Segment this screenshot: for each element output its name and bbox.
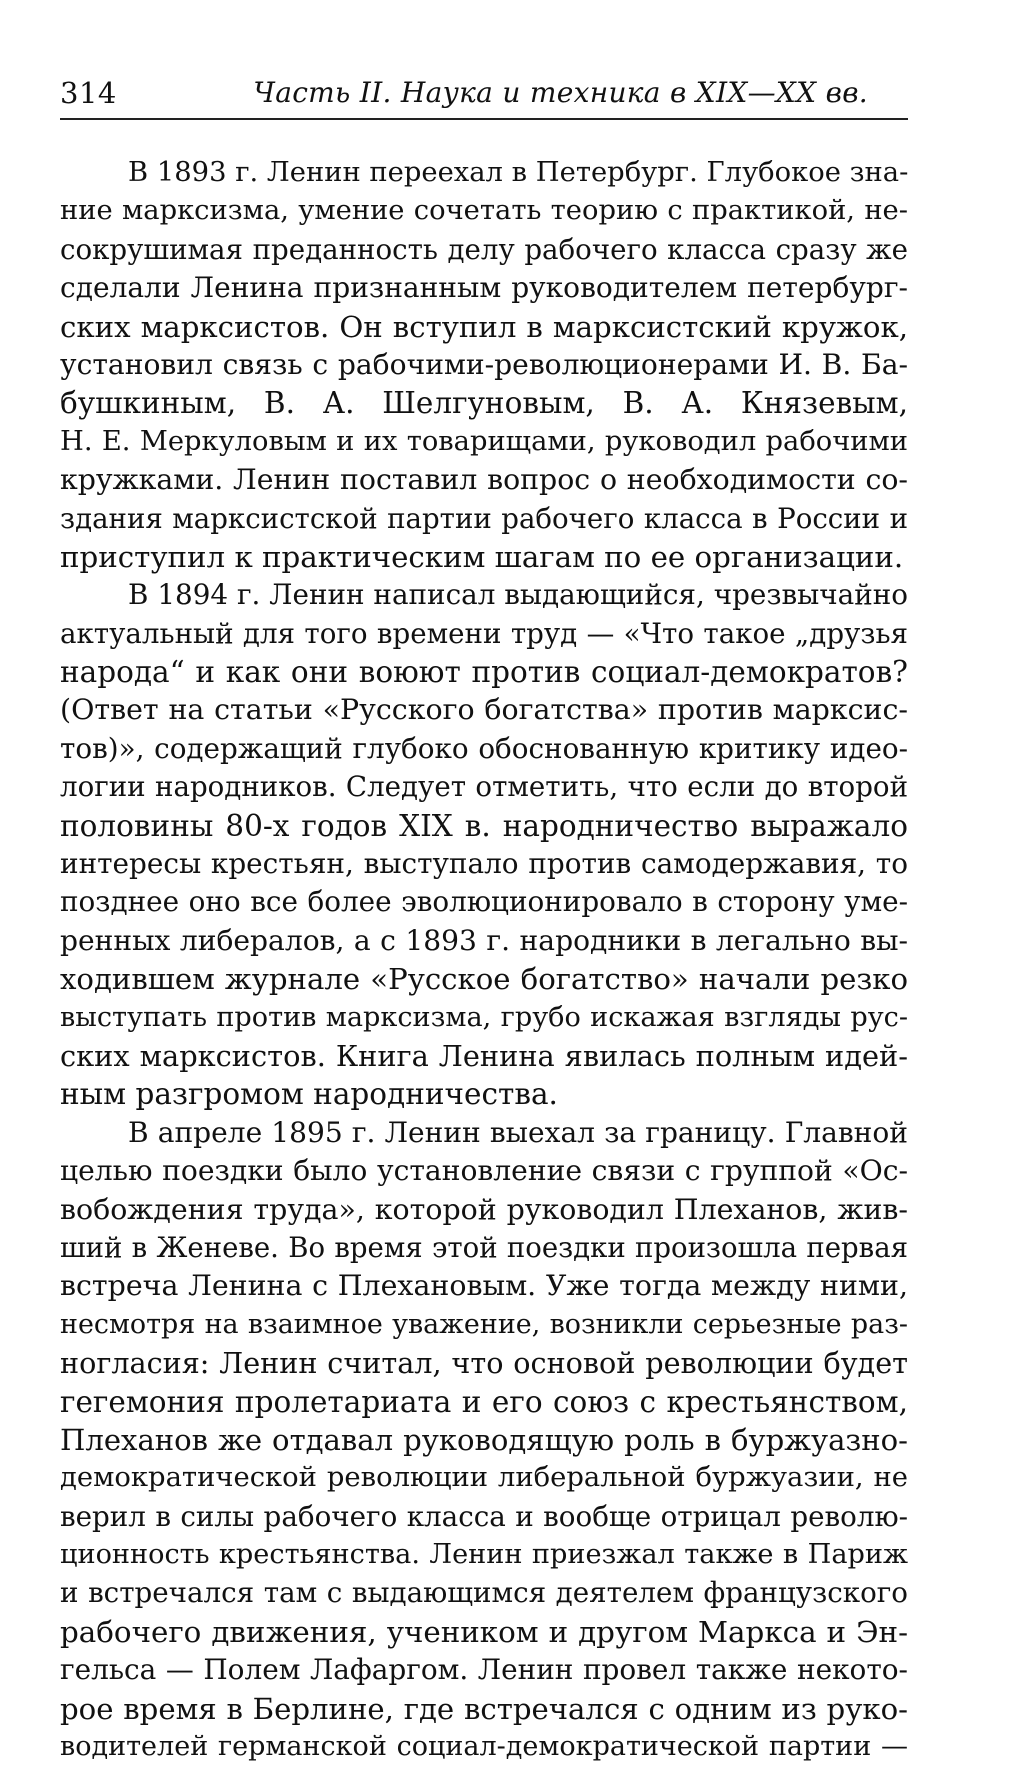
text-line: логии народников. Следует отметить, что если до второй	[60, 770, 908, 804]
text-line: (Ответ на статьи «Русского богатства» против марксис-	[60, 693, 908, 727]
text-line: ционность крестьянства. Ленин приезжал также в Париж	[60, 1539, 908, 1571]
text-line: ренных либералов, а с 1893 г. народники в легально вы-	[60, 923, 908, 957]
paragraph-2	[60, 576, 908, 1113]
text-line: В 1893 г. Ленин переехал в Петербург. Глубокое зна-	[128, 157, 909, 188]
text-line: ние марксизма, умение сочетать теорию с практикой, не-	[60, 195, 908, 227]
text-line: встреча Ленина с Плехановым. Уже тогда между ними,	[60, 1269, 908, 1303]
text-line: водителей германской социал-демократической партии —	[60, 1731, 908, 1763]
page-header	[60, 62, 908, 110]
text-line: интересы крестьян, выступало против самодержавия, то	[60, 847, 908, 881]
text-line: ногласия: Ленин считал, что основой революции будет	[60, 1346, 908, 1381]
paragraph-3	[60, 1114, 908, 1766]
text-line: гегемония пролетариата и его союз с крестьянством,	[60, 1384, 908, 1419]
text-line: В 1894 г. Ленин написал выдающийся, чрезвычайно	[128, 578, 908, 612]
text-line: вобождения труда», которой руководил Плеханов, жив-	[60, 1192, 908, 1226]
text-line: сделали Ленина признанным руководителем петербург-	[60, 271, 908, 305]
text-line: выступать против марксизма, грубо искажая взгляды рус-	[60, 1001, 908, 1033]
text-line: ходившем журнале «Русское богатство» начали резко	[60, 962, 908, 997]
header-rule	[60, 118, 908, 120]
running-title: Часть II. Наука и техника в XIX—XX вв.	[253, 76, 868, 109]
text-line: установил связь с рабочими-революционерами И. В. Ба-	[60, 347, 908, 381]
text-line: и встречался там с выдающимся деятелем французского	[60, 1576, 908, 1610]
text-line: актуальный для того времени труд — «Что такое „друзья	[60, 616, 908, 650]
text-line: половины 80-х годов XIX в. народничество выражало	[60, 808, 908, 843]
text-line: Плеханов же отдавал руководящую роль в буржуазно-	[60, 1422, 908, 1457]
page-number: 314	[60, 76, 117, 110]
text-line: верил в силы рабочего класса и вообще отрицал револю-	[60, 1499, 908, 1533]
body-text	[60, 154, 908, 1766]
text-line: народа“ и как они воюют против социал-демократов?	[60, 655, 908, 690]
text-line: целью поездки было установление связи с группой «Ос-	[60, 1154, 908, 1188]
text-line: здания марксистской партии рабочего класса в России и	[60, 501, 908, 535]
text-line: ший в Женеве. Во время этой поездки произошла первая	[60, 1231, 908, 1264]
text-line: несмотря на взаимное уважение, возникли серьезные раз-	[60, 1308, 908, 1340]
text-line: сокрушимая преданность делу рабочего класса сразу же	[60, 232, 908, 266]
text-line: приступил к практическим шагам по ее организации.	[60, 539, 904, 574]
text-line: ным разгромом народничества.	[60, 1077, 558, 1112]
text-line: тов)», содержащий глубоко обоснованную критику идео-	[60, 731, 908, 765]
text-line: гельса — Полем Лафаргом. Ленин провел также некото-	[60, 1653, 908, 1687]
text-line: позднее оно все более эволюционировало в сторону уме-	[60, 885, 908, 919]
text-line: кружками. Ленин поставил вопрос о необходимости со-	[60, 463, 908, 497]
text-line: бушкиным, В. А. Шелгуновым, В. А. Князевым,	[60, 386, 908, 421]
text-line: В апреле 1895 г. Ленин выехал за границу. Главной	[128, 1115, 908, 1149]
text-line: Н. Е. Меркуловым и их товарищами, руководил рабочими	[60, 425, 908, 457]
text-line: ских марксистов. Он вступил в марксистский кружок,	[60, 309, 908, 344]
text-line: рое время в Берлине, где встречался с одним из руко-	[60, 1691, 908, 1726]
paragraph-1	[60, 154, 908, 576]
text-line: ских марксистов. Книга Ленина явилась полным идей-	[60, 1038, 908, 1073]
book-page	[60, 62, 909, 1763]
text-line: демократической революции либеральной буржуазии, не	[60, 1462, 908, 1494]
text-line: рабочего движения, учеником и другом Маркса и Эн-	[60, 1614, 908, 1649]
